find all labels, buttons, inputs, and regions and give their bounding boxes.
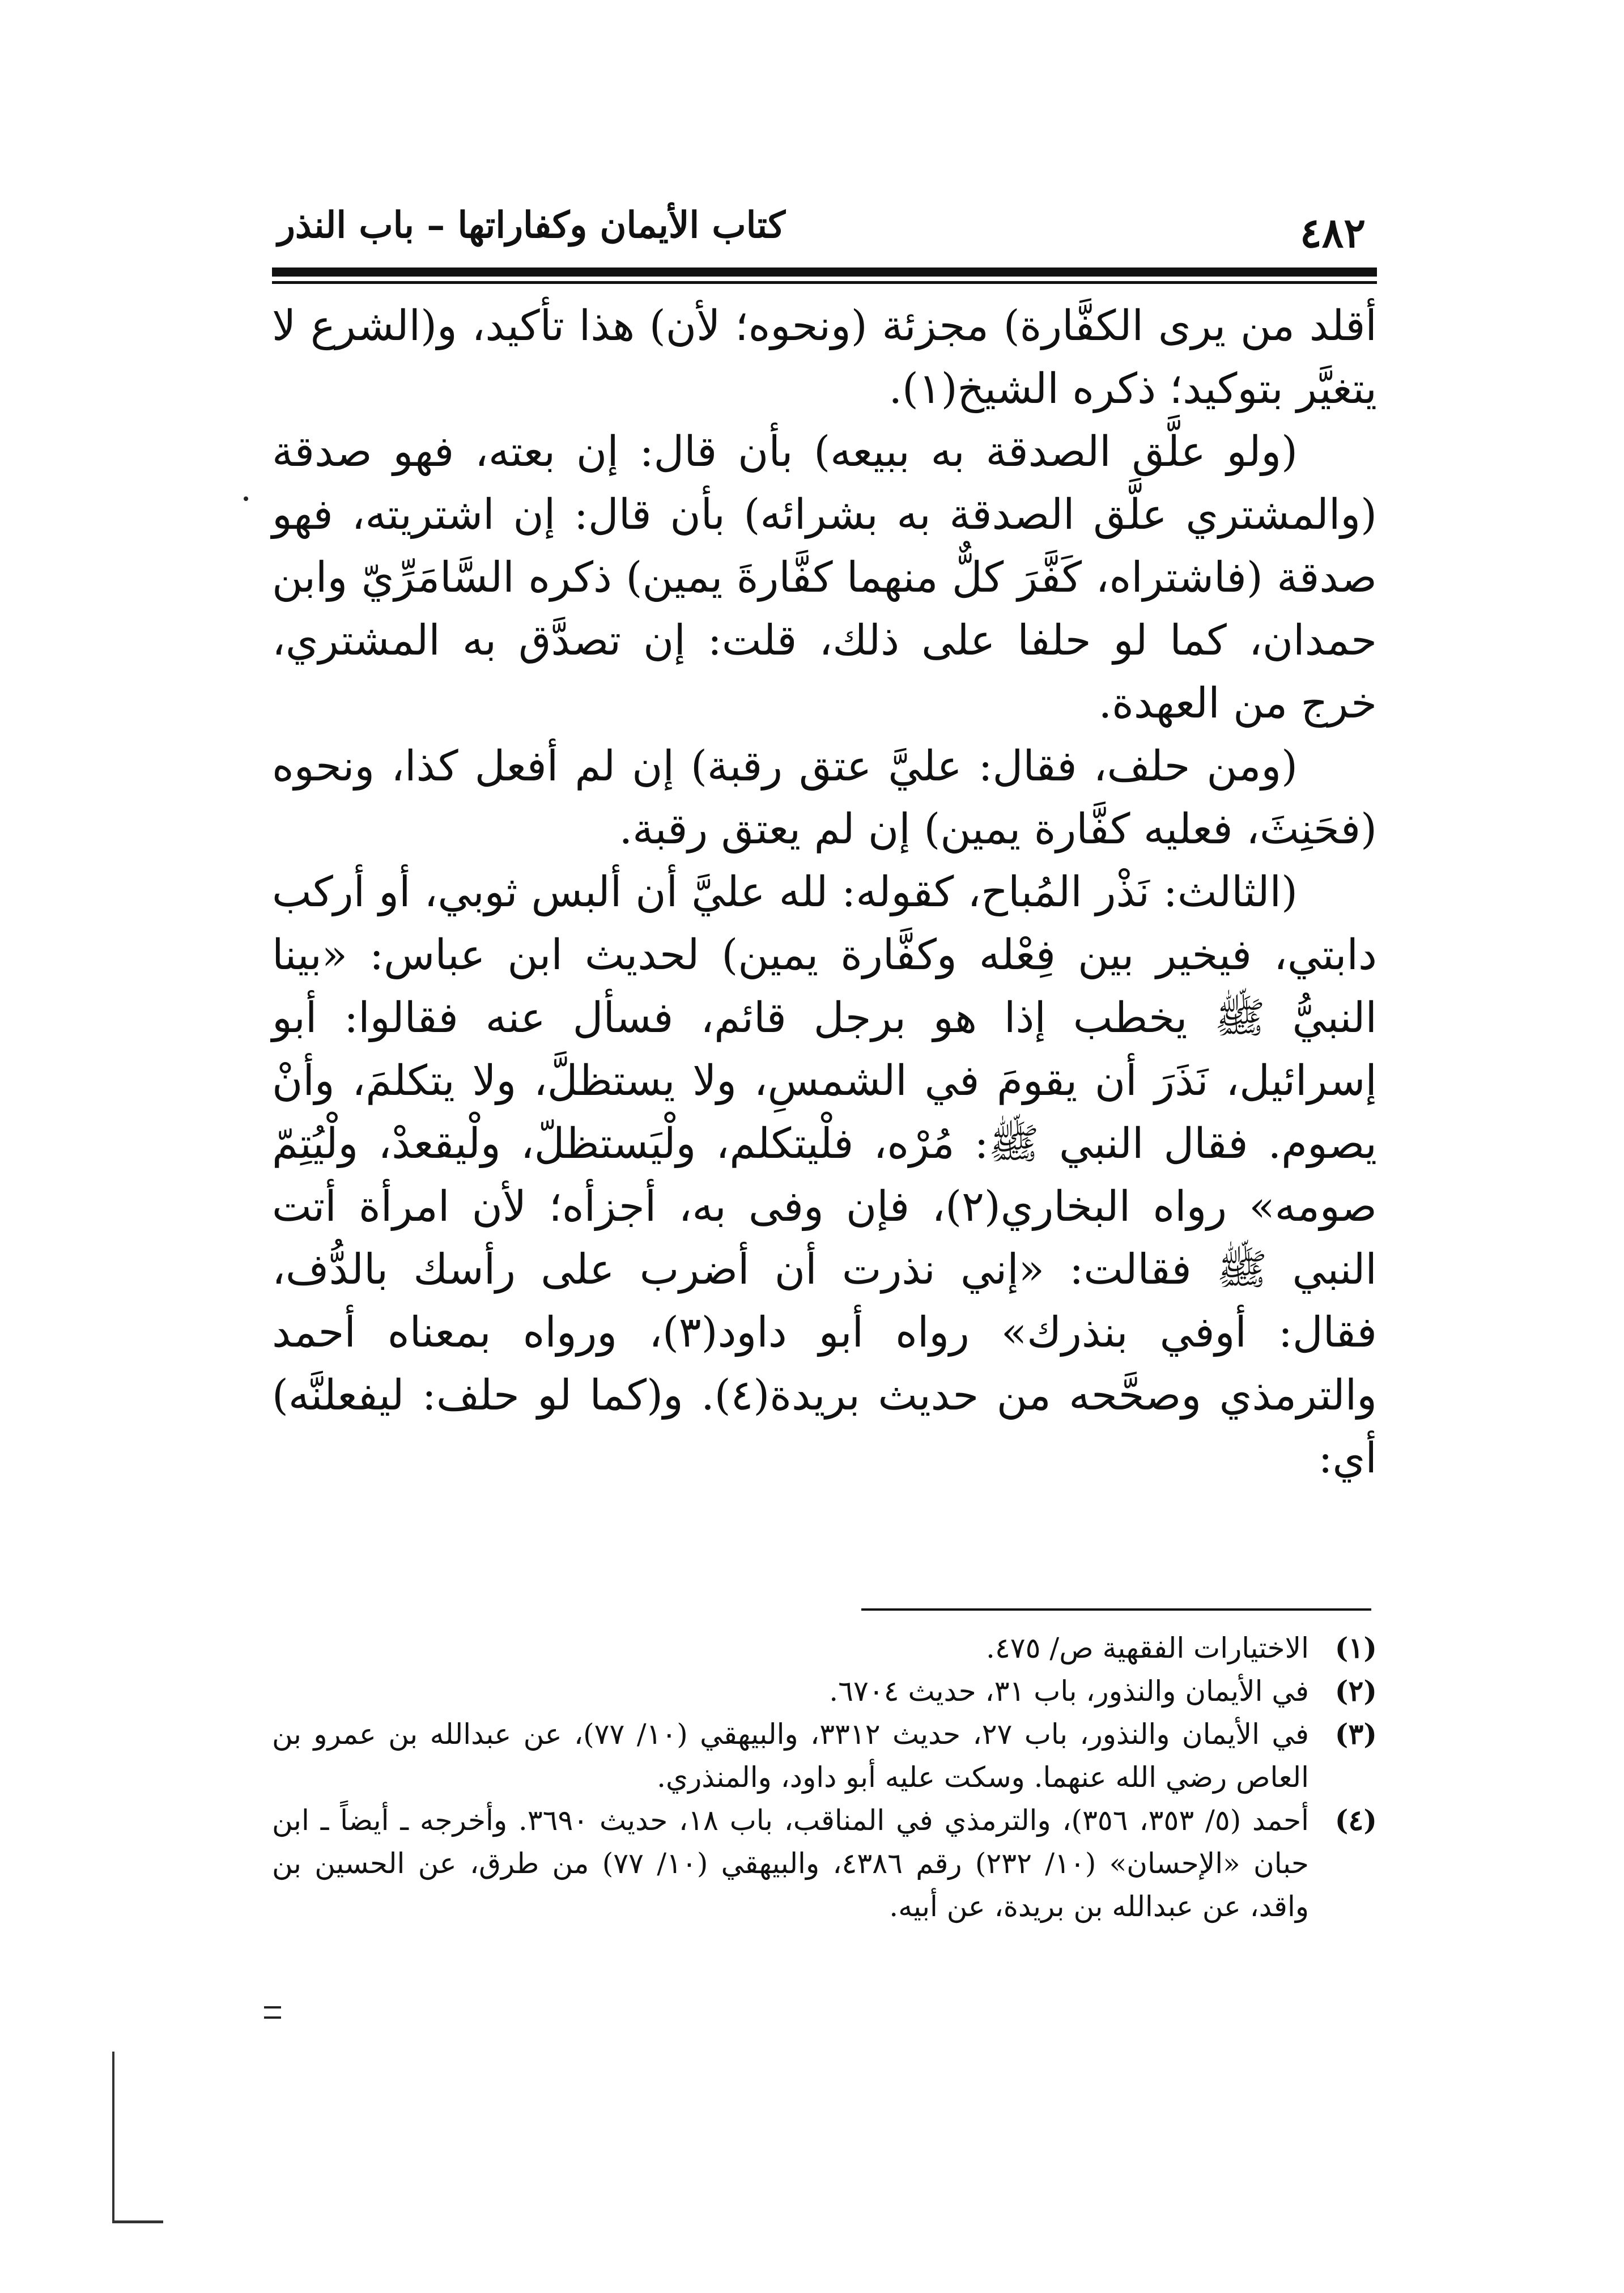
footnote (272, 1713, 1377, 1799)
footnote-text: في الأيمان والنذور، باب ٢٧، حديث ٣٣١٢، والبيهقي (١٠/ ٧٧)، عن عبدالله بن عمرو بن العاص رضي الله عنهما. وسكت عليه أبو داود، والمنذري. (272, 1718, 1310, 1794)
footnotes (272, 1627, 1377, 1928)
main-text (272, 295, 1377, 1490)
footnote-number: (١) (1334, 1631, 1377, 1664)
page-header (266, 204, 1377, 266)
scan-speck (244, 496, 248, 501)
continuation-mark (264, 2006, 281, 2019)
paragraph: (الثالث: نَذْر المُباح، كقوله: لله عليَّ أن ألبس ثوبي، أو أركب دابتي، فيخير بين فِعْله وكفَّارة يمين) لحديث ابن عباس: «بينا النبيُّ ﷺ يخطب إذا هو برجل قائم، فسأل عنه فقالوا: أبو إسرائيل، نَذَرَ أن يقومَ في الشمسِ، ولا يستظلَّ، ولا يتكلمَ، وأنْ يصوم. فقال النبي ﷺ: مُرْه، فلْيتكلم، ولْيَستظلّ، ولْيقعدْ، ولْيُتِمّ صومه» رواه البخاري(٢)، فإن وفى به، أجزأه؛ لأن امرأة أتت النبي ﷺ فقالت: «إني نذرت أن أضرب على رأسك بالدُّف، فقال: أوفي بنذرك» رواه أبو داود(٣)، ورواه بمعناه أحمد والترمذي وصحَّحه من حديث بريدة(٤). و(كما لو حلف: ليفعلنَّه) أي: (272, 868, 1378, 1483)
running-title: كتاب الأيمان وكفاراتها – باب النذر (278, 204, 785, 247)
paragraph: (ولو علَّق الصدقة به ببيعه) بأن قال: إن بعته، فهو صدقة (والمشتري علَّق الصدقة به بشرائه) بأن قال: إن اشتريته، فهو صدقة (فاشتراه، كَفَّرَ كلٌّ منهما كفَّارةَ يمين) ذكره السَّامَرِّيّ وابن حمدان، كما لو حلفا على ذلك، قلت: إن تصدَّق به المشتري، خرج من العهدة. (272, 427, 1377, 728)
footnote-text: في الأيمان والنذور، باب ٣١، حديث ٦٧٠٤. (829, 1675, 1309, 1708)
footnote-text: أحمد (٥/ ٣٥٣، ٣٥٦)، والترمذي في المناقب، باب ١٨، حديث ٣٦٩٠. وأخرجه ـ أيضاً ـ ابن حبان «الإحسان» (١٠/ ٢٣٢) رقم ٤٣٨٦، والبيهقي (١٠/ ٧٧) من طرق، عن الحسين بن واقد، عن عبدالله بن بريدة، عن أبيه. (272, 1804, 1309, 1923)
scan-edge-line (112, 2052, 114, 2222)
paragraph: أقلد من يرى الكفَّارة) مجزئة (ونحوه؛ لأن) هذا تأكيد، و(الشرع لا يتغيَّر بتوكيد؛ ذكره الشيخ(١). (272, 302, 1377, 413)
footnote (272, 1670, 1377, 1713)
footnote-separator (861, 1608, 1371, 1611)
paragraph: (ومن حلف، فقال: عليَّ عتق رقبة) إن لم أفعل كذا، ونحوه (فحَنِثَ، فعليه كفَّارة يمين) إن لم يعتق رقبة. (272, 742, 1377, 853)
footnote-number: (٢) (1334, 1674, 1377, 1708)
header-rule-thick (272, 267, 1377, 277)
footnote-text: الاختيارات الفقهية ص/ ٤٧٥. (986, 1632, 1309, 1664)
footnote (272, 1627, 1377, 1670)
footnote (272, 1799, 1377, 1928)
scan-edge-line (112, 2220, 163, 2223)
page-number: ٤٨٢ (1299, 209, 1366, 257)
footnote-number: (٣) (1334, 1717, 1377, 1751)
footnote-number: (٤) (1334, 1803, 1377, 1837)
header-rule-thin (272, 281, 1377, 284)
